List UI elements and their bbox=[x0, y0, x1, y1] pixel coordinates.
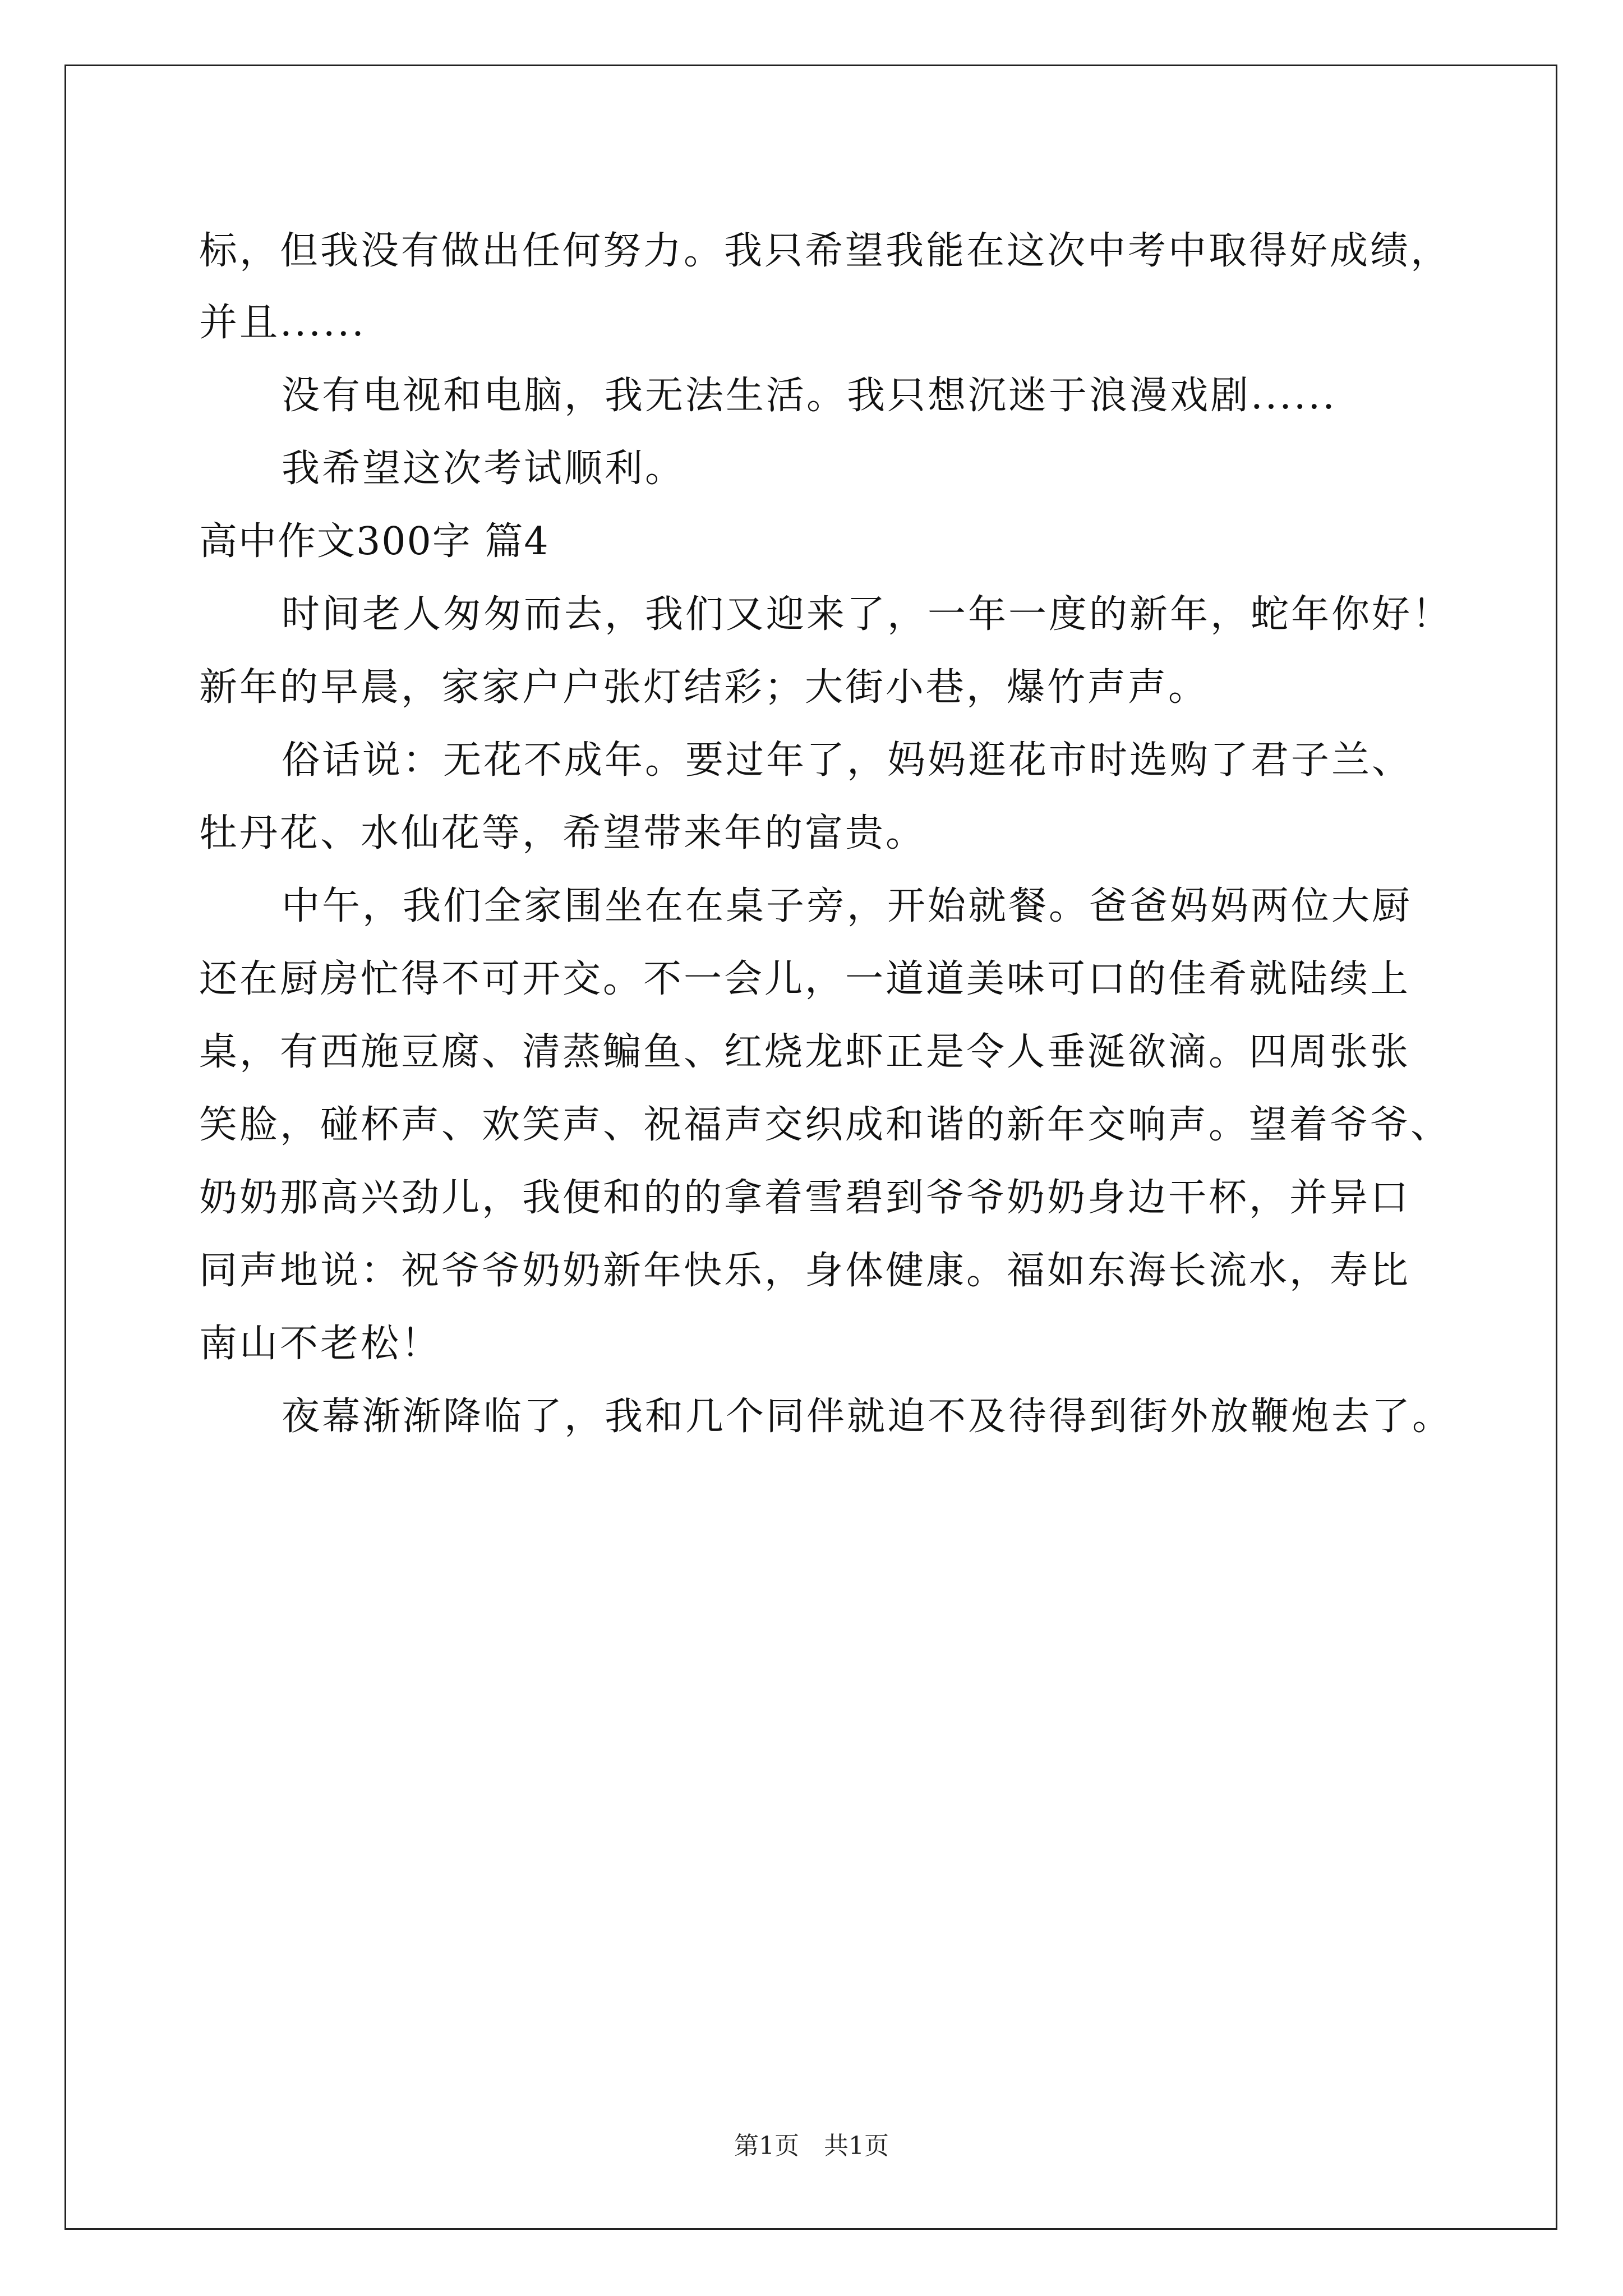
paragraph-line: 新年的早晨，家家户户张灯结彩；大街小巷，爆竹声声。 bbox=[199, 665, 1209, 710]
paragraph-line: 南山不老松！ bbox=[199, 1322, 442, 1366]
paragraph-line: 桌，有西施豆腐、清蒸鳊鱼、红烧龙虾正是令人垂涎欲滴。四周张张 bbox=[199, 1030, 1411, 1074]
page-footer: 第1页 共1页 bbox=[734, 2132, 889, 2160]
paragraph-line: 俗话说：无花不成年。要过年了，妈妈逛花市时选购了君子兰、 bbox=[282, 738, 1413, 783]
paragraph-line: 时间老人匆匆而去，我们又迎来了，一年一度的新年，蛇年你好！ bbox=[282, 592, 1453, 637]
paragraph-line: 并且...... bbox=[199, 301, 366, 345]
paragraph-line: 还在厨房忙得不可开交。不一会儿，一道道美味可口的佳肴就陆续上 bbox=[199, 957, 1411, 1001]
section-heading: 高中作文300字 篇4 bbox=[199, 519, 550, 564]
paragraph-line: 夜幕渐渐降临了，我和几个同伴就迫不及待得到街外放鞭炮去了。 bbox=[282, 1395, 1453, 1439]
paragraph-line: 笑脸，碰杯声、欢笑声、祝福声交织成和谐的新年交响声。望着爷爷、 bbox=[199, 1103, 1451, 1147]
paragraph-line: 奶奶那高兴劲儿，我便和的的拿着雪碧到爷爷奶奶身边干杯，并异口 bbox=[199, 1176, 1411, 1220]
paragraph-line: 标，但我没有做出任何努力。我只希望我能在这次中考中取得好成绩， bbox=[199, 229, 1451, 273]
paragraph-line: 我希望这次考试顺利。 bbox=[282, 447, 686, 491]
paragraph-line: 中午，我们全家围坐在在桌子旁，开始就餐。爸爸妈妈两位大厨 bbox=[282, 884, 1413, 928]
paragraph-line: 牡丹花、水仙花等，希望带来年的富贵。 bbox=[199, 811, 926, 855]
paragraph-line: 同声地说：祝爷爷奶奶新年快乐，身体健康。福如东海长流水，寿比 bbox=[199, 1249, 1411, 1293]
paragraph-line: 没有电视和电脑，我无法生活。我只想沉迷于浪漫戏剧...... bbox=[282, 374, 1337, 418]
